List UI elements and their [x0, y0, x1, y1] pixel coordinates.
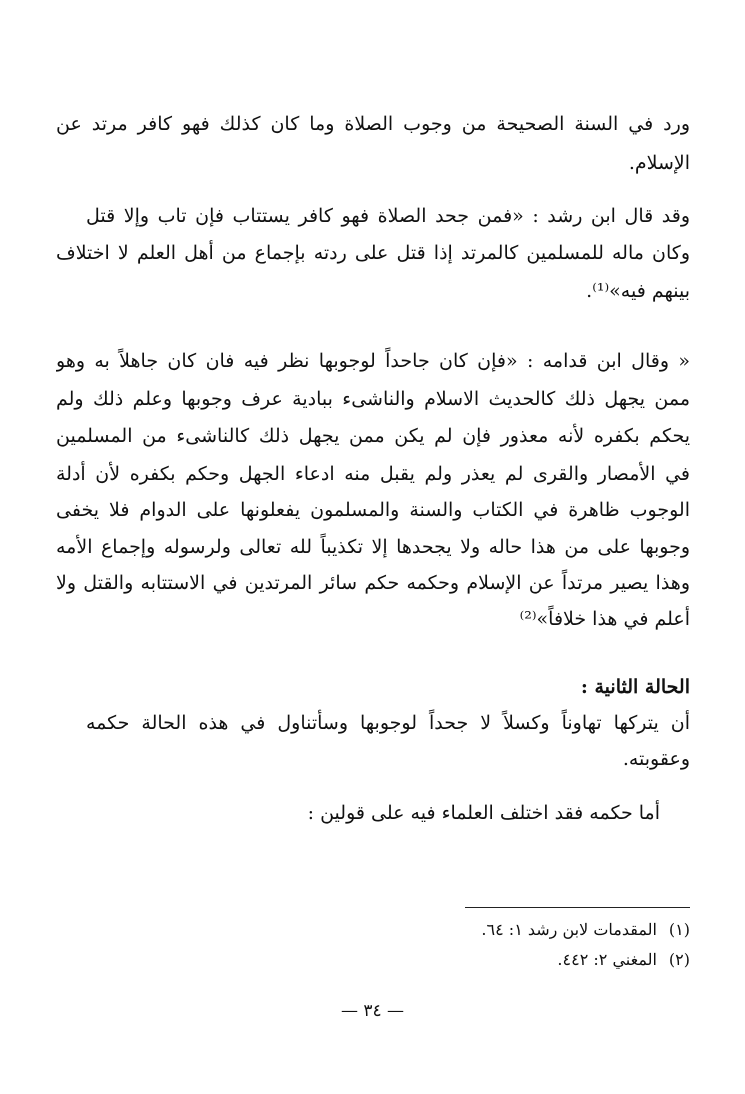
text-line: ممن يجهل ذلك كالحديث الاسلام والناشىء ببادية عرف وجوبها وعلم ذلك ولم	[56, 388, 690, 410]
text-line: الإسلام.	[628, 152, 690, 174]
text-line: أما حكمه فقد اختلف العلماء فيه على قولين :	[307, 802, 660, 824]
section-heading: الحالة الثانية :	[580, 676, 690, 698]
footnote	[56, 947, 690, 975]
text-line: يحكم بكفره لأنه معذور فإن لم يكن ممن يجهل ذلك كالناشىء من المسلمين	[56, 425, 690, 447]
text-line: بينهم فيه»⁽¹⁾.	[586, 280, 690, 302]
text-line: وهذا يصير مرتداً عن الإسلام وحكمه حكم سائر المرتدين في الاستتابه والقتل ولا	[56, 572, 690, 594]
footnote	[56, 917, 690, 945]
text-line: وقد قال ابن رشد : «فمن جحد الصلاة فهو كافر يستتاب فإن تاب وإلا قتل	[86, 205, 690, 227]
text-line: أعلم في هذا خلافاً»⁽²⁾	[519, 608, 690, 630]
footnote-number: (١)	[668, 920, 690, 939]
text-line: وكان ماله للمسلمين كالمرتد إذا قتل على ردته بإجماع من أهل العلم لا اختلاف	[56, 242, 690, 264]
text-line: ورد في السنة الصحيحة من وجوب الصلاة وما كان كذلك فهو كافر مرتد عن	[56, 113, 690, 135]
text-line: الوجوب ظاهرة في الكتاب والسنة والمسلمون يفعلونها على الدوام فلا يخفى	[56, 499, 690, 521]
text-line: في الأمصار والقرى لم يعذر ولم يقبل منه ادعاء الجهل وحكم بكفره لأن أدلة	[56, 463, 690, 485]
footnote-text: المغني ٢: ٤٤٢.	[557, 950, 657, 969]
footnote-text: المقدمات لابن رشد ١: ٦٤.	[481, 920, 657, 939]
text-line: أن يتركها تهاوناً وكسلاً لا جحداً لوجوبها وسأتناول في هذه الحالة حكمه	[86, 712, 690, 734]
text-line: وجوبها على من هذا حاله ولا يجحدها إلا تكذيباً لله تعالى ولرسوله وإجماع الأمه	[56, 536, 690, 558]
page-number: — ٣٤ —	[340, 1001, 405, 1021]
footnote-number: (٢)	[668, 950, 690, 969]
text-line: « وقال ابن قدامه : «فإن كان جاحداً لوجوبها نظر فيه فان كان جاهلاً به وهو	[56, 350, 690, 372]
text-line: وعقوبته.	[622, 748, 690, 770]
footnote-separator	[465, 907, 690, 908]
